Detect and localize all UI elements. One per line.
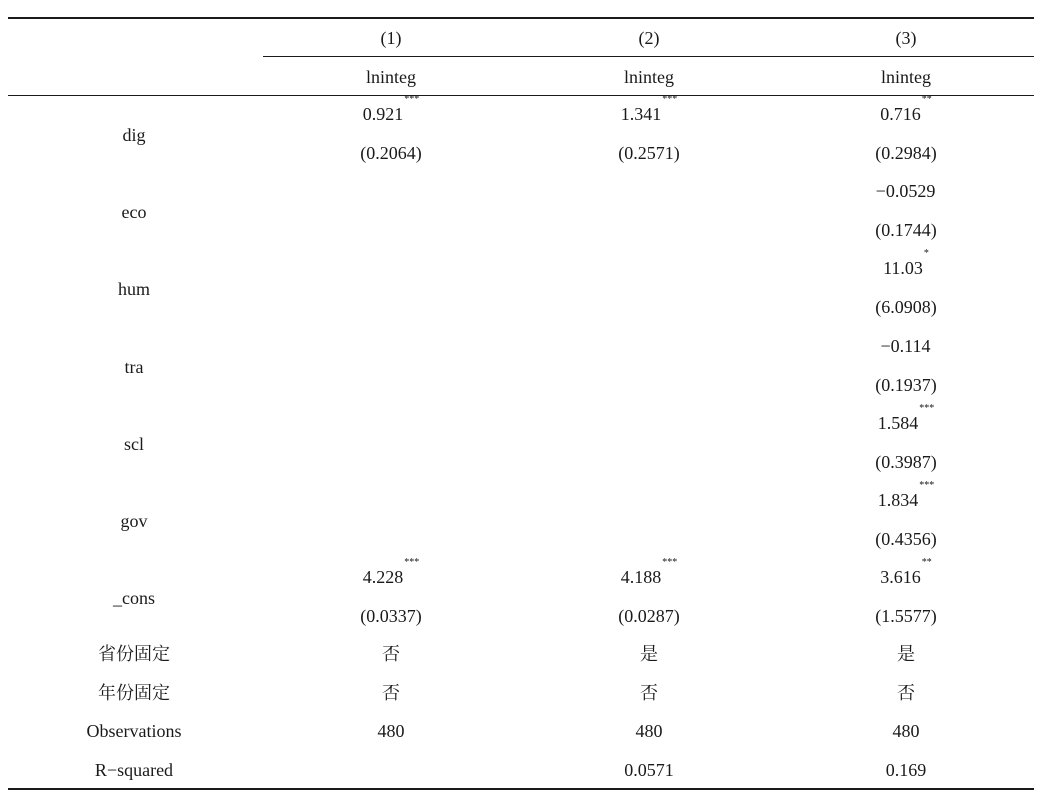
column-number: (2): [638, 28, 660, 48]
standard-error: (0.2064): [360, 143, 422, 163]
top-rule: [8, 17, 1034, 19]
coefficient-cell: [778, 94, 1034, 125]
standard-error: (0.0287): [618, 606, 680, 626]
row-label: scl: [124, 434, 144, 454]
footer-value: 是: [640, 644, 658, 664]
coefficient-cell: [520, 94, 778, 125]
coefficient-cell: [778, 557, 1034, 588]
footer-label: Observations: [86, 721, 182, 741]
footer-value: 480: [892, 721, 920, 741]
coefficient-cell: [262, 180, 520, 202]
dependent-variable: lninteg: [624, 67, 674, 87]
coefficient-cell: [520, 180, 778, 202]
footer-value: 480: [377, 721, 405, 741]
footer-value: 否: [640, 683, 658, 703]
coefficient-cell: [262, 94, 520, 125]
significance-stars: **: [921, 94, 932, 105]
coefficient-cell: [262, 335, 520, 357]
header-mid-rule: [263, 56, 1034, 57]
coefficient-value: −0.0529: [875, 181, 936, 201]
row-label: hum: [117, 279, 150, 299]
coefficient-cell: [778, 180, 1034, 202]
coefficient-cell: [520, 557, 778, 588]
coefficient-cell: [262, 557, 520, 588]
standard-error: (0.4356): [875, 529, 937, 549]
coefficient-cell: [262, 412, 520, 434]
coefficient-value: 3.616: [880, 567, 921, 587]
coefficient-value: 4.188: [620, 567, 662, 587]
coefficient-cell: [520, 257, 778, 279]
coefficient-value: 4.228: [362, 567, 404, 587]
footer-value: 0.169: [885, 760, 927, 780]
row-label: gov: [120, 511, 148, 531]
coefficient-value: 1.584: [877, 413, 919, 433]
row-label: _cons: [113, 588, 155, 608]
footer-value: 否: [897, 683, 915, 703]
significance-stars: ***: [404, 557, 420, 568]
standard-error: (0.1744): [875, 220, 937, 240]
coefficient-cell: [262, 489, 520, 511]
significance-stars: ***: [404, 94, 420, 105]
standard-error: (0.1937): [875, 375, 937, 395]
significance-stars: *: [923, 248, 929, 259]
dependent-variable: lninteg: [881, 67, 931, 87]
footer-value: 480: [635, 721, 663, 741]
footer-label: 年份固定: [98, 683, 170, 703]
row-label: dig: [122, 125, 146, 145]
dependent-variable: lninteg: [366, 67, 416, 87]
significance-stars: ***: [919, 403, 935, 414]
coefficient-value: 0.716: [880, 104, 921, 124]
coefficient-value: 1.341: [620, 104, 662, 124]
coefficient-cell: [778, 480, 1034, 511]
coefficient-value: −0.114: [880, 336, 931, 356]
standard-error: (0.3987): [875, 452, 937, 472]
coefficient-cell: [262, 257, 520, 279]
column-number: (3): [895, 28, 917, 48]
coefficient-cell: [778, 335, 1034, 357]
coefficient-value: 0.921: [362, 104, 404, 124]
footer-value: 0.0571: [624, 760, 674, 780]
row-label: tra: [124, 357, 144, 377]
coefficient-cell: [520, 335, 778, 357]
coefficient-cell: [520, 489, 778, 511]
coefficient-cell: [778, 248, 1034, 279]
standard-error: (0.2984): [875, 143, 937, 163]
standard-error: (0.2571): [618, 143, 680, 163]
standard-error: (0.0337): [360, 606, 422, 626]
column-number: (1): [380, 28, 402, 48]
standard-error: (1.5577): [875, 606, 937, 626]
footer-value: 否: [382, 683, 400, 703]
significance-stars: ***: [662, 557, 678, 568]
coefficient-cell: [520, 412, 778, 434]
bottom-rule: [8, 788, 1034, 790]
footer-value: 是: [897, 644, 915, 664]
significance-stars: ***: [662, 94, 678, 105]
significance-stars: **: [921, 557, 932, 568]
footer-label: 省份固定: [98, 644, 170, 664]
standard-error: (6.0908): [875, 297, 937, 317]
significance-stars: ***: [919, 480, 935, 491]
row-label: eco: [121, 202, 147, 222]
footer-value: 否: [382, 644, 400, 664]
header-bottom-rule: [8, 95, 1034, 96]
footer-label: R−squared: [94, 760, 174, 780]
coefficient-value: 11.03: [883, 258, 923, 278]
coefficient-cell: [778, 403, 1034, 434]
coefficient-value: 1.834: [877, 490, 919, 510]
